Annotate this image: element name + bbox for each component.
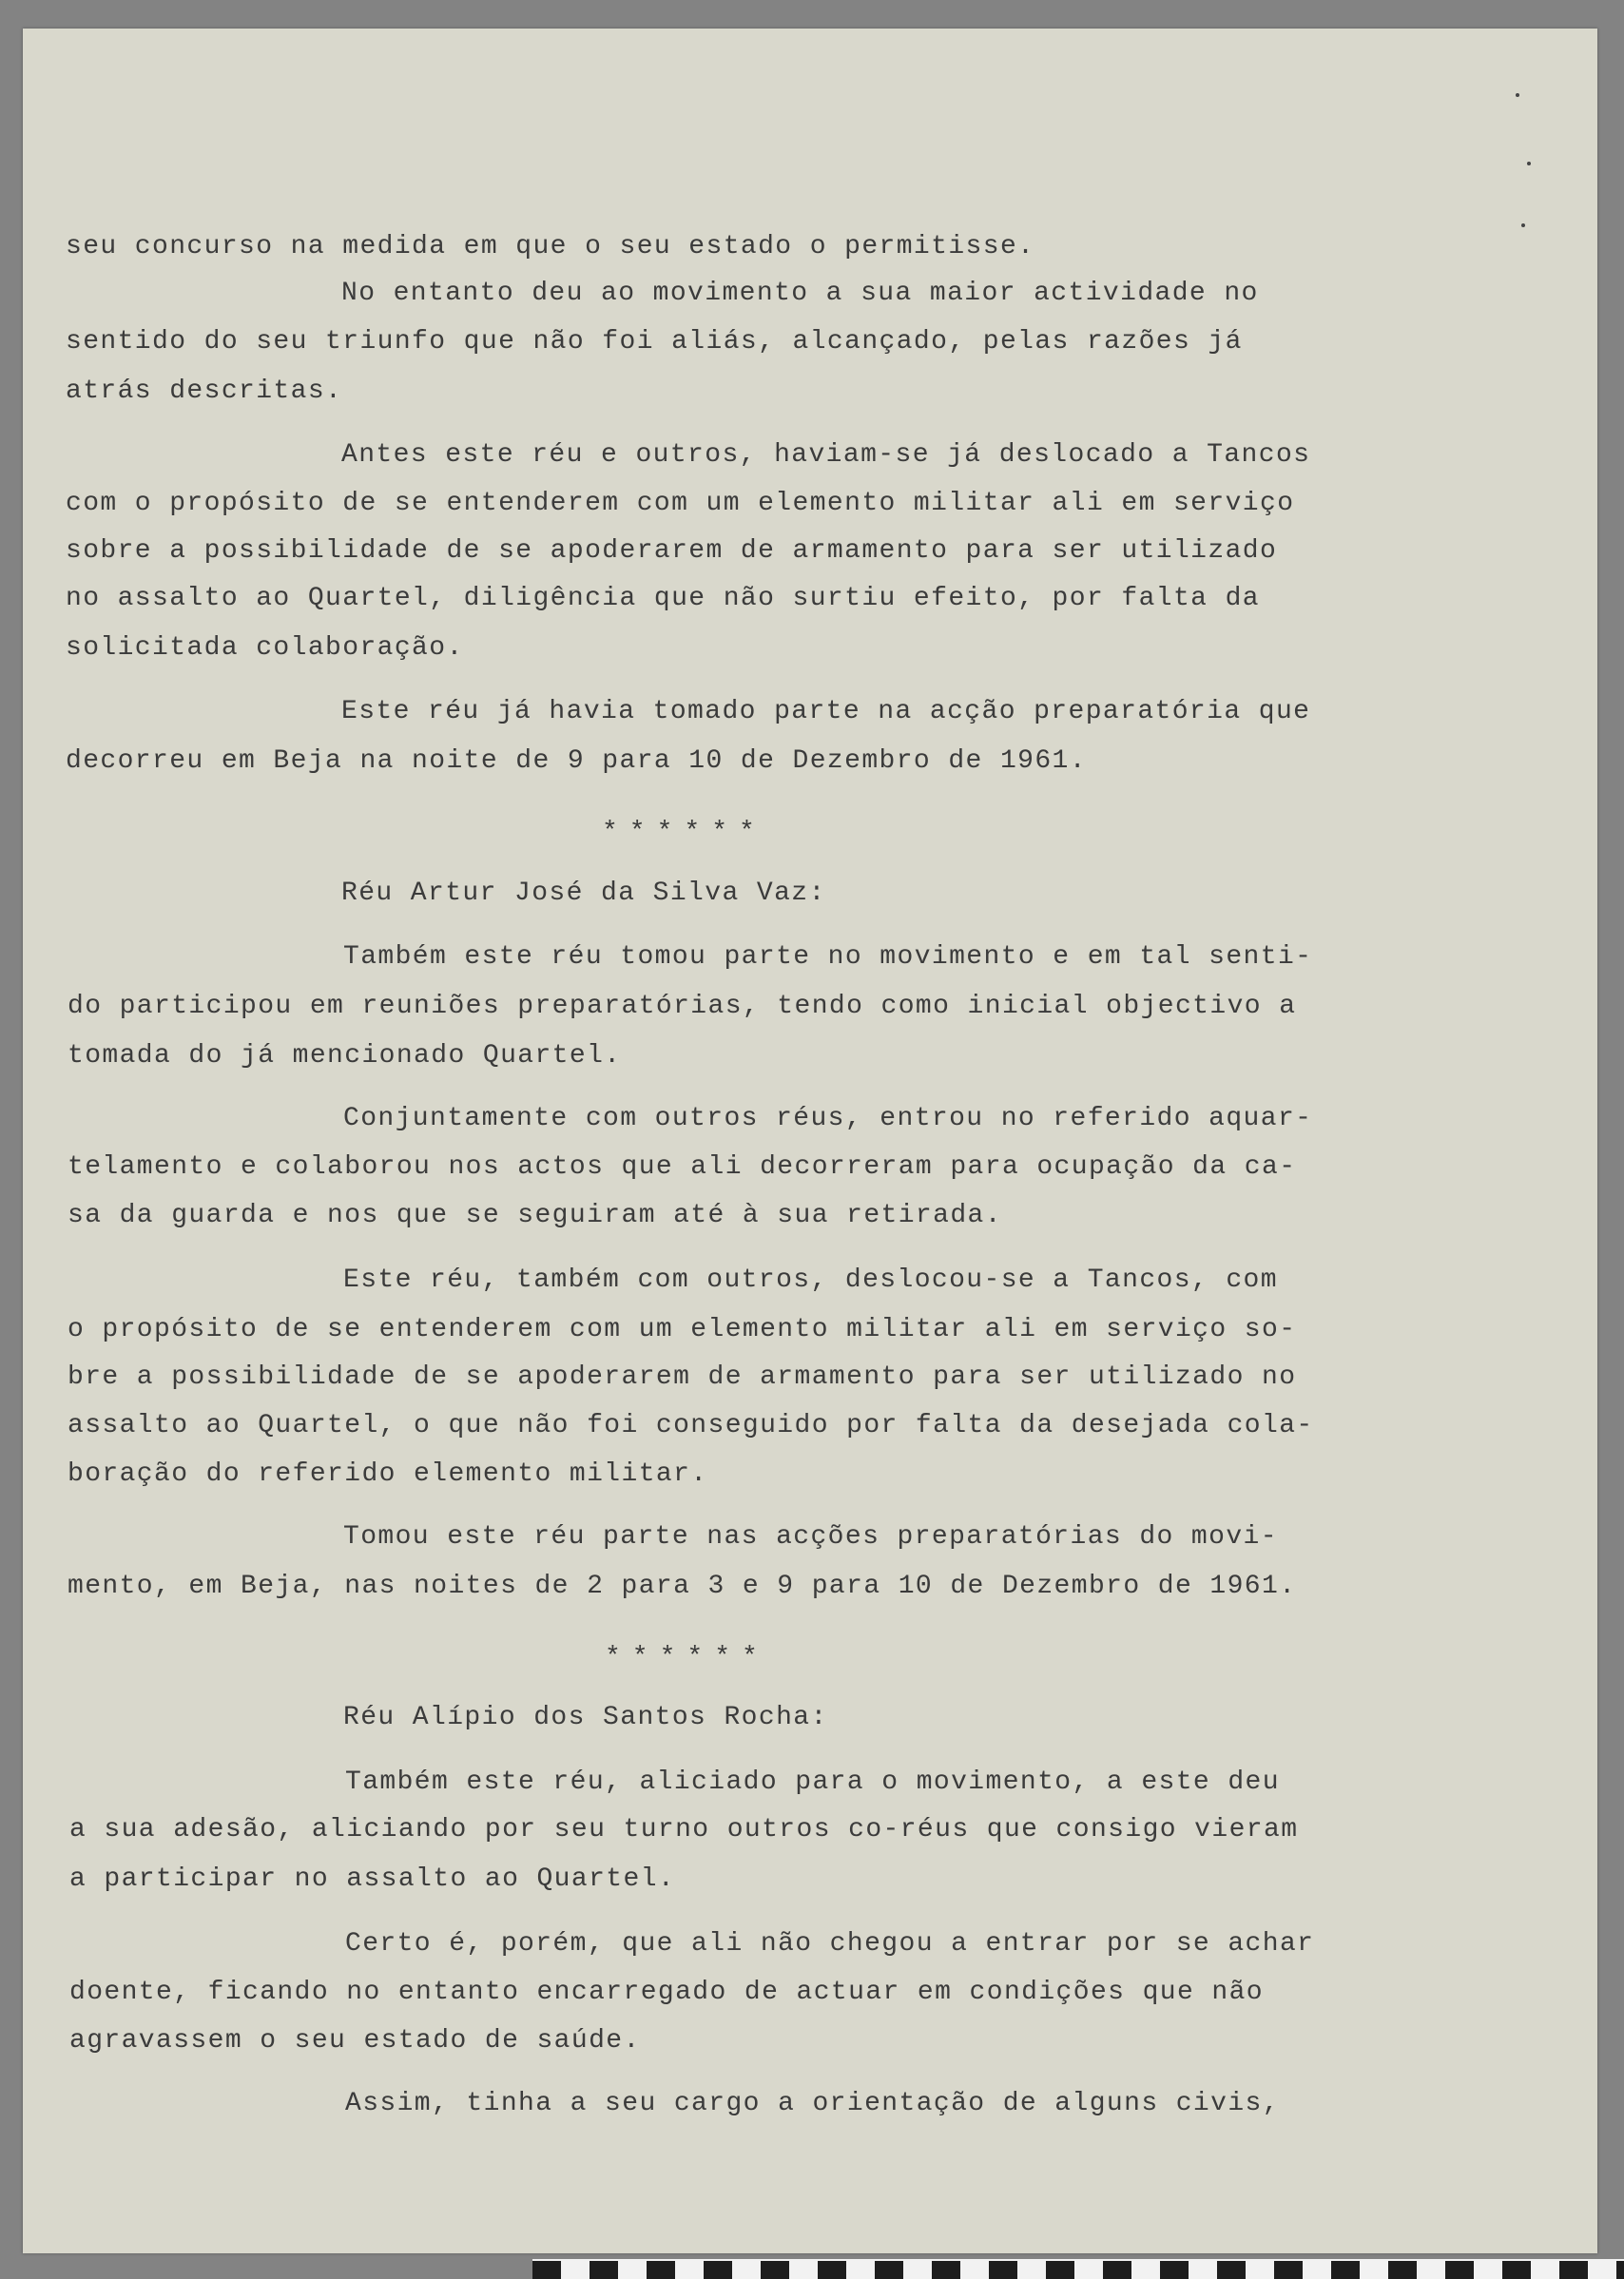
text-line: Também este réu, aliciado para o movimento, a este deu (345, 1767, 1280, 1797)
text-line: a sua adesão, aliciando por seu turno outros co-réus que consigo vieram (69, 1815, 1299, 1844)
text-line: no assalto ao Quartel, diligência que não surtiu efeito, por falta da (66, 584, 1260, 613)
text-line: decorreu em Beja na noite de 9 para 10 de Dezembro de 1961. (66, 746, 1087, 776)
scale-ruler (532, 2259, 1624, 2279)
text-line: boração do referido elemento militar. (68, 1459, 708, 1489)
text-line: solicitada colaboração. (66, 633, 464, 663)
text-line: assalto ao Quartel, o que não foi conseguido por falta da desejada cola- (68, 1411, 1314, 1440)
text-line: Este réu, também com outros, deslocou-se a Tancos, com (343, 1265, 1278, 1295)
defendant-heading: Réu Artur José da Silva Vaz: (341, 879, 826, 908)
text-line: sa da guarda e nos que se seguiram até à sua retirada. (68, 1201, 1002, 1230)
text-line: do participou em reuniões preparatórias, tendo como inicial objectivo a (68, 992, 1297, 1021)
text-line: sentido do seu triunfo que não foi aliás, alcançado, pelas razões já (66, 327, 1243, 357)
text-line: doente, ficando no entanto encarregado de actuar em condições que não (69, 1978, 1264, 2007)
text-line: seu concurso na medida em que o seu estado o permitisse. (66, 232, 1035, 261)
text-line: mento, em Beja, nas noites de 2 para 3 e 9 para 10 de Dezembro de 1961. (68, 1572, 1297, 1601)
defendant-heading: Réu Alípio dos Santos Rocha: (343, 1703, 828, 1732)
text-line: com o propósito de se entenderem com um elemento militar ali em serviço (66, 489, 1295, 518)
text-line: tomada do já mencionado Quartel. (68, 1041, 622, 1071)
paper-speck (1527, 162, 1531, 165)
text-line: Este réu já havia tomado parte na acção preparatória que (341, 697, 1311, 726)
text-line: o propósito de se entenderem com um elemento militar ali em serviço so- (68, 1315, 1297, 1344)
text-line: agravassem o seu estado de saúde. (69, 2026, 641, 2056)
paper-speck (1521, 223, 1525, 227)
section-separator: ****** (602, 818, 766, 847)
text-line: Tomou este réu parte nas acções preparatórias do movi- (343, 1522, 1278, 1552)
text-line: Também este réu tomou parte no movimento e em tal senti- (343, 942, 1313, 972)
text-line: telamento e colaborou nos actos que ali decorreram para ocupação da ca- (68, 1152, 1297, 1182)
text-line: Assim, tinha a seu cargo a orientação de alguns civis, (345, 2089, 1280, 2118)
text-line: Certo é, porém, que ali não chegou a entrar por se achar (345, 1929, 1315, 1959)
text-line: Antes este réu e outros, haviam-se já deslocado a Tancos (341, 440, 1311, 470)
typewritten-page (23, 29, 1597, 2253)
text-line: a participar no assalto ao Quartel. (69, 1864, 676, 1894)
text-line: atrás descritas. (66, 377, 343, 406)
text-line: bre a possibilidade de se apoderarem de armamento para ser utilizado no (68, 1362, 1297, 1392)
text-line: sobre a possibilidade de se apoderarem de armamento para ser utilizado (66, 536, 1278, 566)
text-line: Conjuntamente com outros réus, entrou no referido aquar- (343, 1104, 1313, 1133)
paper-speck (1516, 93, 1519, 97)
section-separator: ****** (605, 1643, 769, 1672)
text-line: No entanto deu ao movimento a sua maior actividade no (341, 279, 1259, 308)
